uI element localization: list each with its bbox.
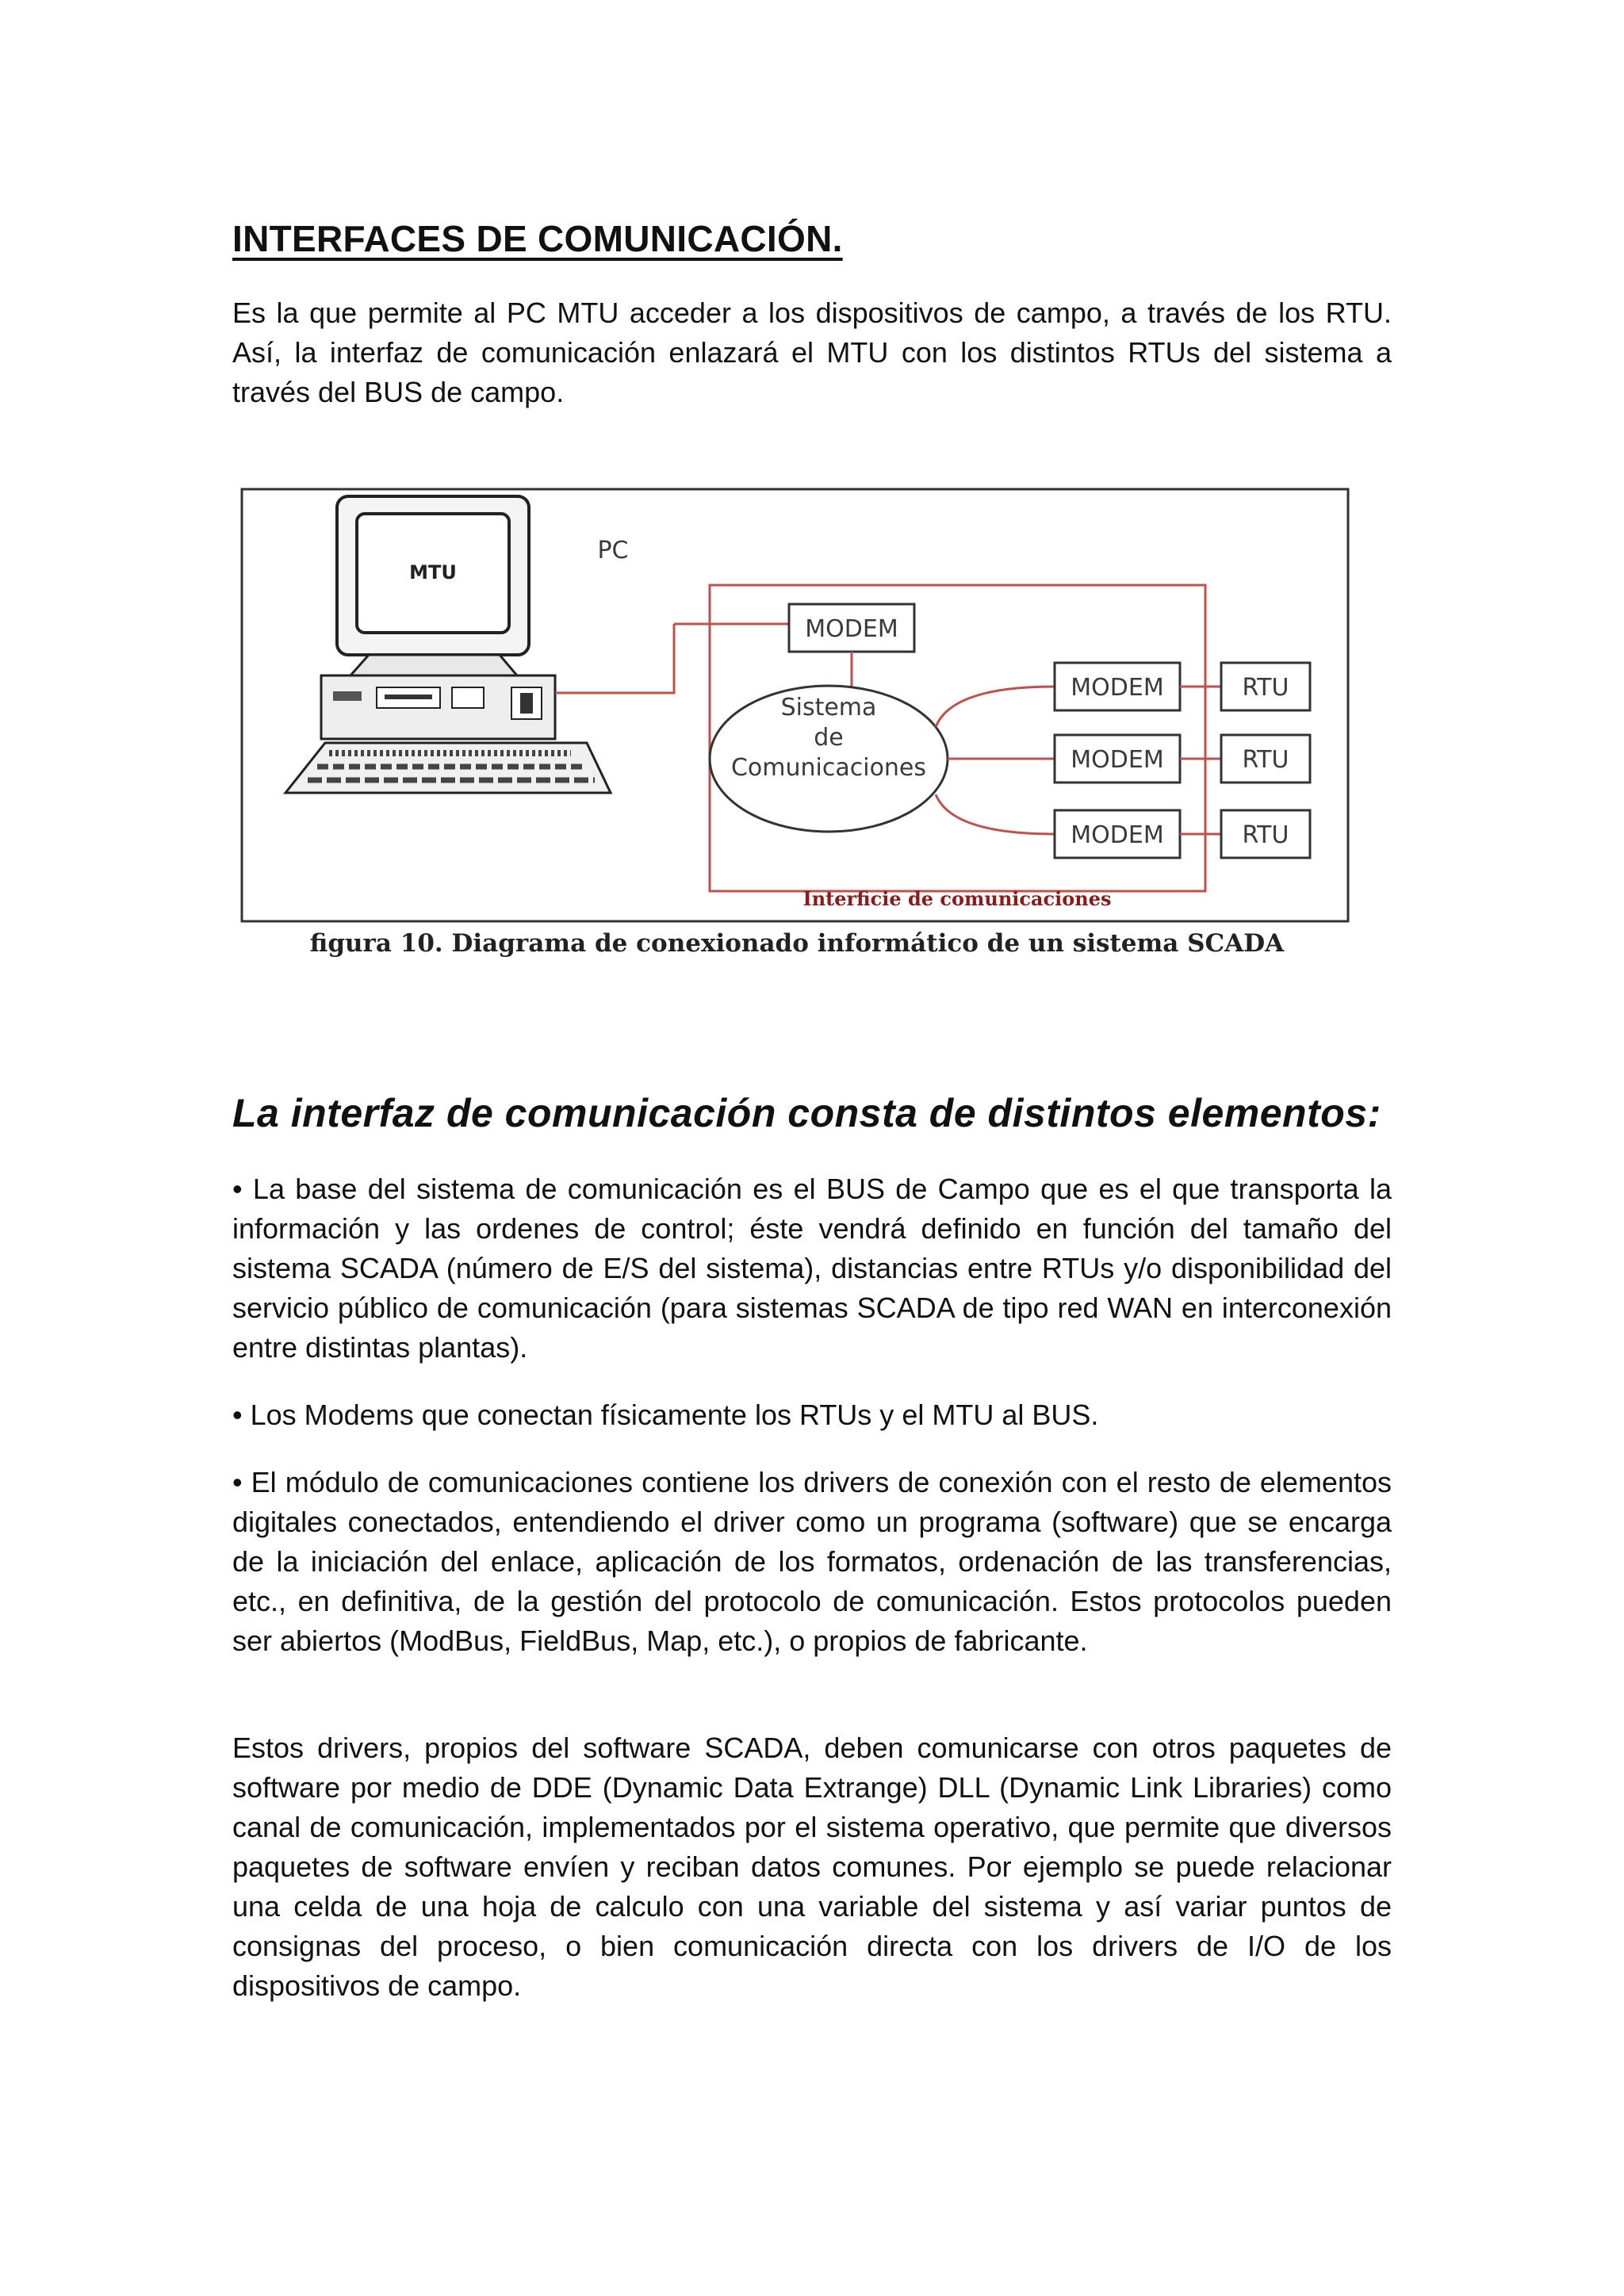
system-label-line3: Comunicaciones (730, 754, 927, 782)
modem-3-label: MODEM (1071, 821, 1164, 849)
rtu-1-label: RTU (1242, 674, 1289, 702)
system-label-line1: Sistema (780, 694, 877, 721)
section-heading: La interfaz de comunicación consta de distintos elementos: (232, 1091, 1381, 1135)
modem-top-label: MODEM (805, 615, 898, 643)
paragraph-bus: • La base del sistema de comunicación es el BUS de Campo que es el que transporta la información y las ordenes de control; éste vendrá definido en función del tamaño del sistema SCADA (número de E/S del sistema), distancias entre RTUs y/o disponibilidad del servicio público de comunicación (para sistemas SCADA de tipo red WAN en interconexión entre distintas plantas). (232, 1173, 1392, 1364)
scada-diagram (238, 485, 1356, 929)
figure-caption: figura 10. Diagrama de conexionado informático de un sistema SCADA (309, 929, 1285, 958)
paragraph-drivers: Estos drivers, propios del software SCADA, deben comunicarse con otros paquetes de software por medio de DDE (Dynamic Data Extrange) DLL (Dynamic Link Libraries) como canal de comunicación, implementados por el sistema operativo, que permite que diversos paquetes de software envíen y reciban datos comunes. Por ejemplo se puede relacionar una celda de una hoja de calculo con una variable del sistema y así variar puntos de consignas del proceso, o bien comunicación directa con los drivers de I/O de los dispositivos de campo. (232, 1732, 1392, 2002)
interface-label: Interficie de comunicaciones (802, 887, 1112, 910)
mtu-label: MTU (409, 561, 457, 584)
paragraph-modems: • Los Modems que conectan físicamente los RTUs y el MTU al BUS. (232, 1399, 1099, 1431)
pc-label: PC (597, 537, 629, 564)
rtu-3-label: RTU (1242, 821, 1289, 849)
modem-2-label: MODEM (1071, 746, 1164, 774)
modem-1-label: MODEM (1071, 674, 1164, 702)
system-label-line2: de (814, 724, 844, 752)
scada-diagram-figure (238, 485, 1356, 977)
intro-paragraph: Es la que permite al PC MTU acceder a los dispositivos de campo, a través de los RTU. Así, la interfaz de comunicación enlazará el MTU con los distintos RTUs del sistema a través del BUS de campo. (232, 297, 1392, 408)
page-heading: INTERFACES DE COMUNICACIÓN. (232, 218, 843, 259)
paragraph-module: • El módulo de comunicaciones contiene los drivers de conexión con el resto de elementos digitales conectados, entendiendo el driver como un programa (software) que se encarga de la iniciación del enlace, aplicación de los formatos, ordenación de las transferencias, etc., en definitiva, de la gestión del protocolo de comunicación. Estos protocolos pueden ser abiertos (ModBus, FieldBus, Map, etc.), o propios de fabricante. (232, 1466, 1392, 1657)
rtu-2-label: RTU (1242, 746, 1289, 774)
